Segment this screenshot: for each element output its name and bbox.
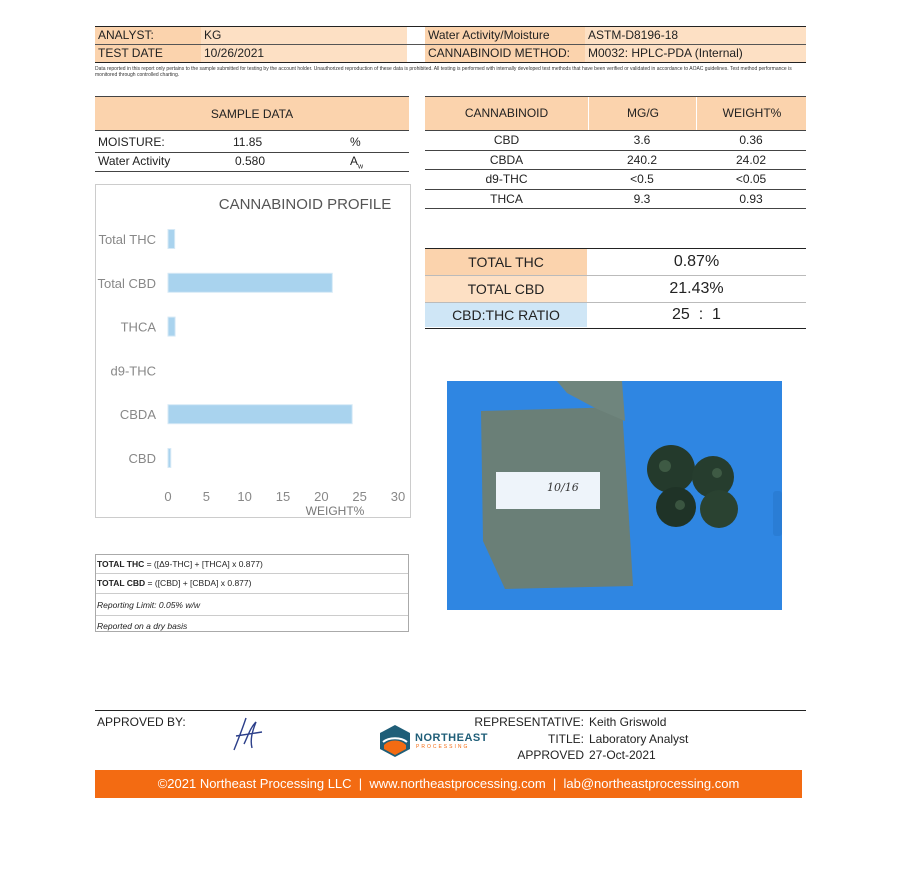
chart-panel [95, 184, 411, 518]
chart-category-label: CBDA [119, 407, 156, 423]
cannabinoid-row [425, 170, 806, 190]
chart-category-label: Total CBD [97, 275, 156, 291]
chart-category-label: CBD [128, 451, 156, 466]
chart-tick-label: 10 [237, 489, 252, 504]
logo-name: NORTHEAST [415, 732, 488, 744]
total-thc-label: TOTAL THC [425, 249, 587, 275]
cannabinoid-name: THCA [490, 191, 523, 206]
sample-data-header: SAMPLE DATA [95, 96, 409, 131]
rep-label: REPRESENTATIVE: [474, 715, 584, 729]
water-activity-label: Water Activity/Moisture [425, 27, 585, 44]
rep-value: Keith Griswold [589, 715, 667, 729]
col-mg-g: MG/G [588, 97, 697, 130]
sample-photo [447, 381, 782, 610]
chart-bar [168, 230, 175, 249]
cannabinoid-method-value: M0032: HPLC-PDA (Internal) [585, 45, 806, 62]
header-row-1 [95, 27, 806, 44]
chart-tick-label: 5 [202, 489, 210, 504]
total-cbd-label: TOTAL CBD [425, 276, 587, 302]
reporting-limit: Reporting Limit: 0.05% w/w [97, 600, 200, 610]
title-value: Laboratory Analyst [589, 732, 689, 746]
cannabinoid-method-label: CANNABINOID METHOD: [425, 45, 585, 62]
chart-category-label: THCA [120, 319, 156, 335]
moisture-label: MOISTURE: [98, 135, 165, 149]
cannabinoid-mg-g: 9.3 [633, 191, 651, 206]
totals-bottom-rule [425, 328, 806, 329]
water-activity-unit: $A_w$ [350, 154, 364, 171]
water-activity-method: ASTM-D8196-18 [585, 27, 806, 44]
chart-category-label: d9-THC [110, 363, 156, 379]
signature-icon [228, 714, 268, 756]
header-row-2 [95, 45, 806, 62]
northeast-logo-icon [378, 724, 412, 758]
chart-tick-label: 25 [352, 489, 367, 504]
col-weight: WEIGHT% [696, 97, 807, 130]
chart-tick-label: 30 [390, 489, 406, 504]
water-activity-label: Water Activity [98, 154, 171, 168]
total-thc-value: 0.87% [673, 253, 720, 270]
ratio-value: 25 : 1 [672, 306, 721, 323]
cannabinoid-row [425, 151, 806, 171]
analyst-value: KG [201, 27, 407, 44]
header-bottom-rule [95, 62, 806, 63]
chart-bar [168, 317, 175, 336]
formula-cbd: TOTAL CBD = ([CBD] + [CBDA] x 0.877) [97, 578, 252, 588]
cannabinoid-weight: 0.93 [739, 191, 763, 206]
test-date-value: 10/26/2021 [201, 45, 407, 62]
cannabinoid-name: CBD [493, 133, 520, 147]
chart-title: CANNABINOID PROFILE [218, 196, 392, 213]
moisture-row [95, 132, 409, 153]
approved-label: APPROVED [517, 748, 584, 762]
formula-rule-3 [96, 615, 408, 616]
cannabinoid-row [425, 131, 806, 151]
cannabinoid-table-header [425, 96, 806, 131]
sample-photo-drawing [447, 381, 782, 610]
formulas-box [95, 554, 409, 632]
approved-by-label: APPROVED BY: [97, 715, 186, 729]
chart-xlabel: WEIGHT% [305, 504, 365, 517]
cannabinoid-weight: 0.36 [739, 133, 763, 147]
chart-tick-label: 0 [164, 489, 172, 504]
moisture-value: 11.85 [233, 135, 263, 149]
chart-bar [168, 273, 332, 292]
chart-bar [168, 449, 171, 468]
footer-bar: ©2021 Northeast Processing LLC | www.northeastprocessing.com | lab@northeastprocessing.com [95, 770, 802, 798]
col-cannabinoid: CANNABINOID [464, 106, 549, 120]
approval-rule [95, 710, 806, 711]
chart-tick-label: 20 [314, 489, 329, 504]
dry-basis-note: Reported on a dry basis [97, 621, 188, 631]
formula-rule-2 [96, 593, 408, 594]
analyst-label: ANALYST: [95, 27, 201, 44]
cannabinoid-weight: <0.05 [735, 172, 767, 186]
cannabinoid-profile-chart [96, 185, 410, 517]
ratio-label: CBD:THC RATIO [425, 303, 587, 327]
chart-bar [168, 405, 352, 424]
test-date-label: TEST DATE [95, 45, 201, 62]
disclaimer-text: Data reported in this report only pertains to the sample submitted for testing by the account holder. Unauthorized reproduction of these data is prohibited. All testing is performed with internally developed test methods that have been verified or validated in accordance to AOAC guidelines. Test method performance is monitored through controlled charting. [95, 66, 792, 78]
formula-thc: TOTAL THC = ([Δ9-THC] + [THCA] x 0.877) [97, 559, 263, 569]
chart-category-label: Total THC [98, 232, 156, 247]
total-cbd-value: 21.43% [669, 280, 724, 297]
water-activity-value: 0.580 [235, 154, 266, 168]
formula-rule-1 [96, 573, 408, 574]
cannabinoid-weight: 24.02 [735, 152, 767, 167]
photo-label-text: 10/16 [547, 481, 579, 494]
approved-date: 27-Oct-2021 [589, 748, 656, 762]
cannabinoid-name: CBDA [489, 152, 524, 167]
water-activity-row [95, 152, 409, 172]
logo-subtitle: PROCESSING [416, 744, 470, 750]
cannabinoid-mg-g: 3.6 [633, 133, 651, 147]
moisture-unit: % [350, 135, 361, 149]
cannabinoid-name: d9-THC [485, 172, 528, 186]
title-label: TITLE: [547, 732, 584, 746]
cannabinoid-mg-g: <0.5 [630, 172, 654, 186]
cannabinoid-mg-g: 240.2 [626, 152, 658, 167]
cannabinoid-row [425, 190, 806, 210]
chart-tick-label: 15 [275, 489, 291, 504]
